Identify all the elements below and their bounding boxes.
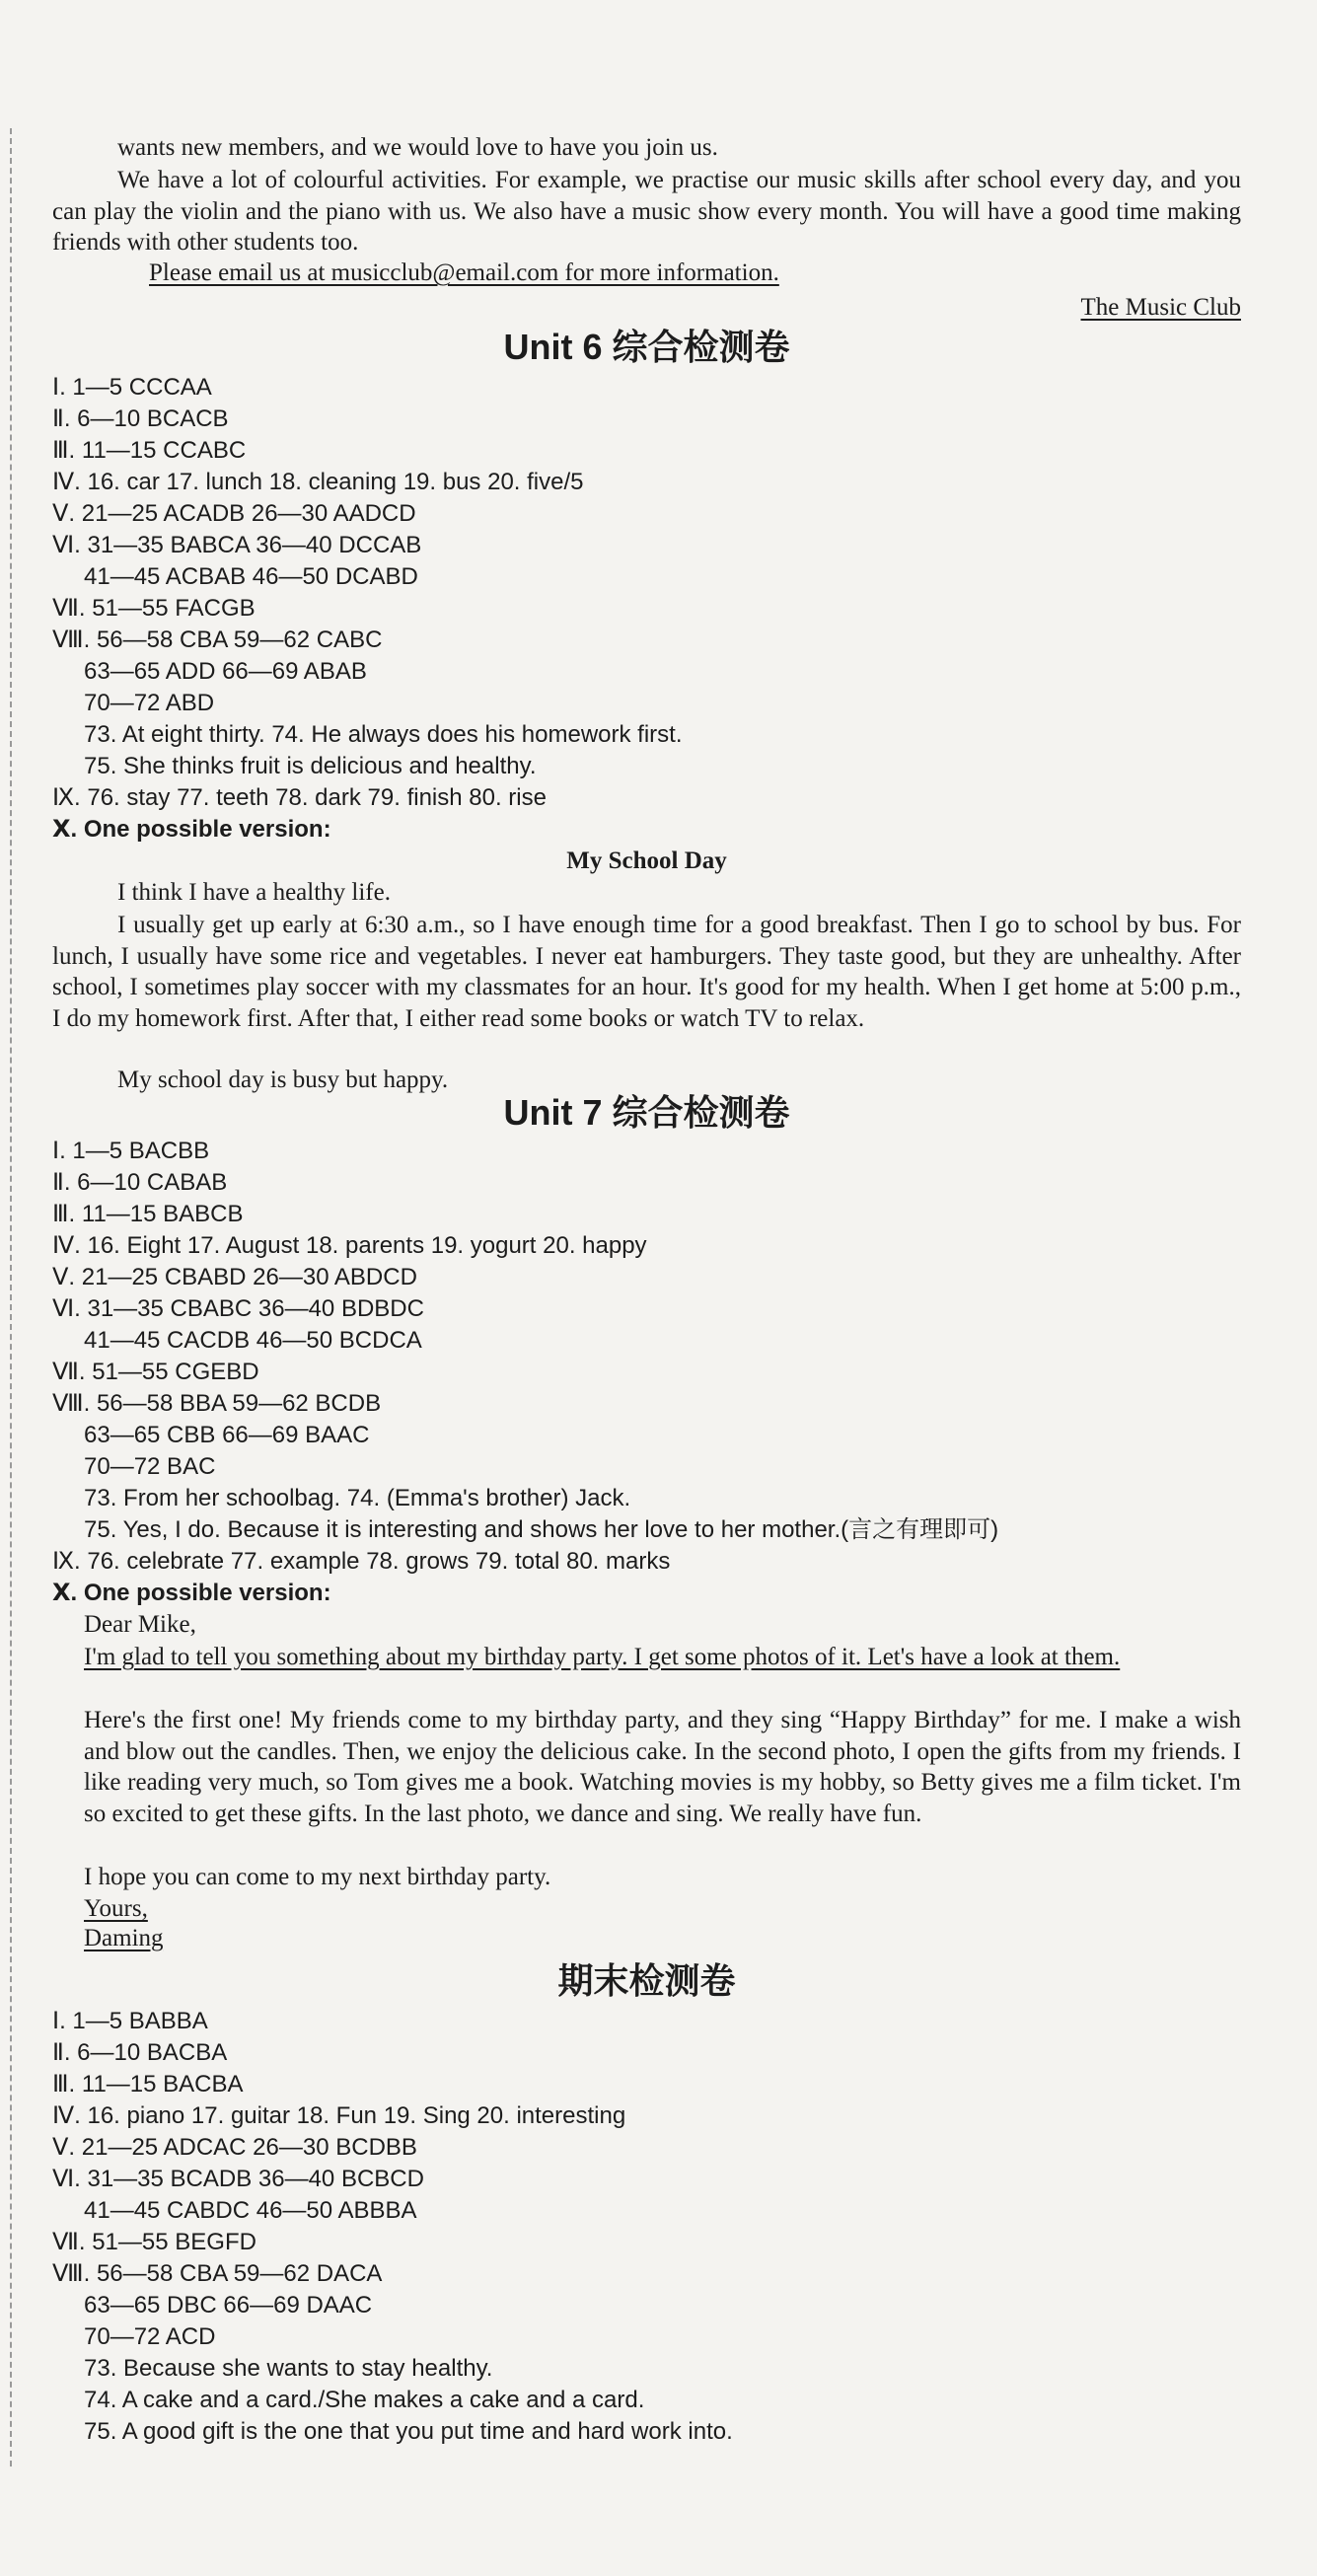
final-answer-73: 73. Because she wants to stay healthy.	[84, 2355, 493, 2382]
unit6-essay-title: My School Day	[566, 847, 727, 874]
unit7-section-5: Ⅴ. 21—25 CBABD 26—30 ABDCD	[52, 1264, 417, 1290]
unit6-answer-73-74: 73. At eight thirty. 74. He always does his homework first.	[84, 721, 683, 748]
intro-line: wants new members, and we would love to have you join us.	[117, 134, 718, 161]
unit6-section-7: Ⅶ. 51—55 FACGB	[52, 595, 256, 622]
unit6-section-1: Ⅰ. 1—5 CCCAA	[52, 374, 212, 401]
intro-paragraph: We have a lot of colourful activities. For example, we practise our music skills after school every day, and you can play the violin and the piano with us. We also have a music show every month. You will have a good time making friends with other students too.	[52, 167, 1241, 256]
final-section-5: Ⅴ. 21—25 ADCAC 26—30 BCDBB	[52, 2134, 417, 2161]
unit6-section-3: Ⅲ. 11—15 CCABC	[52, 437, 247, 464]
unit7-section-9: Ⅸ. 76. celebrate 77. example 78. grows 79. total 80. marks	[52, 1548, 671, 1575]
binding-margin-rule	[10, 128, 12, 2466]
unit7-letter-opening: I'm glad to tell you something about my birthday party. I get some photos of it. Let's have a look at them.	[84, 1644, 1121, 1670]
final-section-6a: Ⅵ. 31—35 BCADB 36—40 BCBCD	[52, 2166, 424, 2192]
unit7-letter-yours: Yours,	[84, 1895, 148, 1922]
final-section-6b: 41—45 CABDC 46—50 ABBBA	[84, 2197, 417, 2224]
unit7-section-8a: Ⅷ. 56—58 BBA 59—62 BCDB	[52, 1390, 382, 1417]
unit7-section-6b: 41—45 CACDB 46—50 BCDCA	[84, 1327, 422, 1354]
final-section-3: Ⅲ. 11—15 BACBA	[52, 2071, 244, 2098]
unit7-letter-body: Here's the first one! My friends come to my birthday party, and they sing “Happy Birthday” for me. I make a wish and blow out the candles. Then, we enjoy the delicious cake. In the second photo, I open the gifts from my friends. I like reading very much, so Tom gives me a book. Watching movies is my hobby, so Betty gives me a film ticket. I'm so excited to get these gifts. In the last photo, we dance and sing. We really have fun.	[84, 1707, 1241, 1827]
unit6-section-6b: 41—45 ACBAB 46—50 DCABD	[84, 563, 418, 590]
unit6-section-8a: Ⅷ. 56—58 CBA 59—62 CABC	[52, 626, 383, 653]
unit7-section-10-label: Ⅹ. One possible version:	[52, 1580, 331, 1606]
unit6-essay-p1: I think I have a healthy life.	[117, 879, 391, 906]
unit7-section-3: Ⅲ. 11—15 BABCB	[52, 1201, 244, 1227]
unit7-letter-closing: I hope you can come to my next birthday party.	[84, 1864, 551, 1890]
unit6-essay-p3: My school day is busy but happy.	[117, 1067, 449, 1093]
final-section-4: Ⅳ. 16. piano 17. guitar 18. Fun 19. Sing 20. interesting	[52, 2102, 626, 2129]
final-section-2: Ⅱ. 6—10 BACBA	[52, 2039, 228, 2066]
unit7-section-1: Ⅰ. 1—5 BACBB	[52, 1138, 210, 1164]
final-title: 期末检测卷	[557, 1960, 736, 2001]
unit6-essay-p2: I usually get up early at 6:30 a.m., so I have enough time for a good breakfast. Then I go to school by bus. For lunch, I usually have some rice and vegetables. I never eat hamburgers. They taste good, but they are unhealthy. After school, I sometimes play soccer with my classmates for an hour. It's good for my health. When I get home at 5:00 p.m., I do my homework first. After that, I either read some books or watch TV to relax.	[52, 912, 1241, 1032]
unit6-section-6a: Ⅵ. 31—35 BABCA 36—40 DCCAB	[52, 532, 422, 558]
final-section-8c: 70—72 ACD	[84, 2323, 216, 2350]
unit7-answer-73-74: 73. From her schoolbag. 74. (Emma's brother) Jack.	[84, 1485, 631, 1511]
unit6-section-10-label: Ⅹ. One possible version:	[52, 816, 331, 843]
unit6-section-5: Ⅴ. 21—25 ACADB 26—30 AADCD	[52, 500, 416, 527]
unit7-title: Unit 7 综合检测卷	[503, 1092, 790, 1133]
unit7-section-4: Ⅳ. 16. Eight 17. August 18. parents 19. yogurt 20. happy	[52, 1232, 647, 1259]
unit7-letter-name: Daming	[84, 1925, 164, 1951]
unit7-section-7: Ⅶ. 51—55 CGEBD	[52, 1359, 259, 1385]
unit6-title: Unit 6 综合检测卷	[503, 327, 790, 367]
unit7-section-2: Ⅱ. 6—10 CABAB	[52, 1169, 228, 1196]
final-answer-74: 74. A cake and a card./She makes a cake and a card.	[84, 2387, 645, 2413]
unit7-section-6a: Ⅵ. 31—35 CBABC 36—40 BDBDC	[52, 1295, 424, 1322]
final-section-8b: 63—65 DBC 66—69 DAAC	[84, 2292, 373, 2318]
unit7-section-8b: 63—65 CBB 66—69 BAAC	[84, 1422, 370, 1448]
unit7-letter-greeting: Dear Mike,	[84, 1611, 196, 1638]
final-answer-75: 75. A good gift is the one that you put time and hard work into.	[84, 2418, 733, 2445]
unit6-section-8c: 70—72 ABD	[84, 690, 215, 716]
unit6-section-9: Ⅸ. 76. stay 77. teeth 78. dark 79. finish 80. rise	[52, 784, 547, 811]
unit6-section-8b: 63—65 ADD 66—69 ABAB	[84, 658, 367, 685]
unit6-section-4: Ⅳ. 16. car 17. lunch 18. cleaning 19. bus 20. five/5	[52, 469, 584, 495]
unit6-answer-75: 75. She thinks fruit is delicious and healthy.	[84, 753, 537, 779]
unit7-section-8c: 70—72 BAC	[84, 1453, 216, 1480]
final-section-8a: Ⅷ. 56—58 CBA 59—62 DACA	[52, 2260, 383, 2287]
final-section-1: Ⅰ. 1—5 BABBA	[52, 2008, 208, 2034]
final-section-7: Ⅶ. 51—55 BEGFD	[52, 2229, 256, 2255]
intro-email-line: Please email us at musicclub@email.com for more information.	[149, 259, 779, 286]
unit7-answer-75: 75. Yes, I do. Because it is interesting and shows her love to her mother.(言之有理即可)	[84, 1516, 999, 1543]
intro-signature: The Music Club	[1080, 294, 1241, 321]
unit6-section-2: Ⅱ. 6—10 BCACB	[52, 405, 229, 432]
